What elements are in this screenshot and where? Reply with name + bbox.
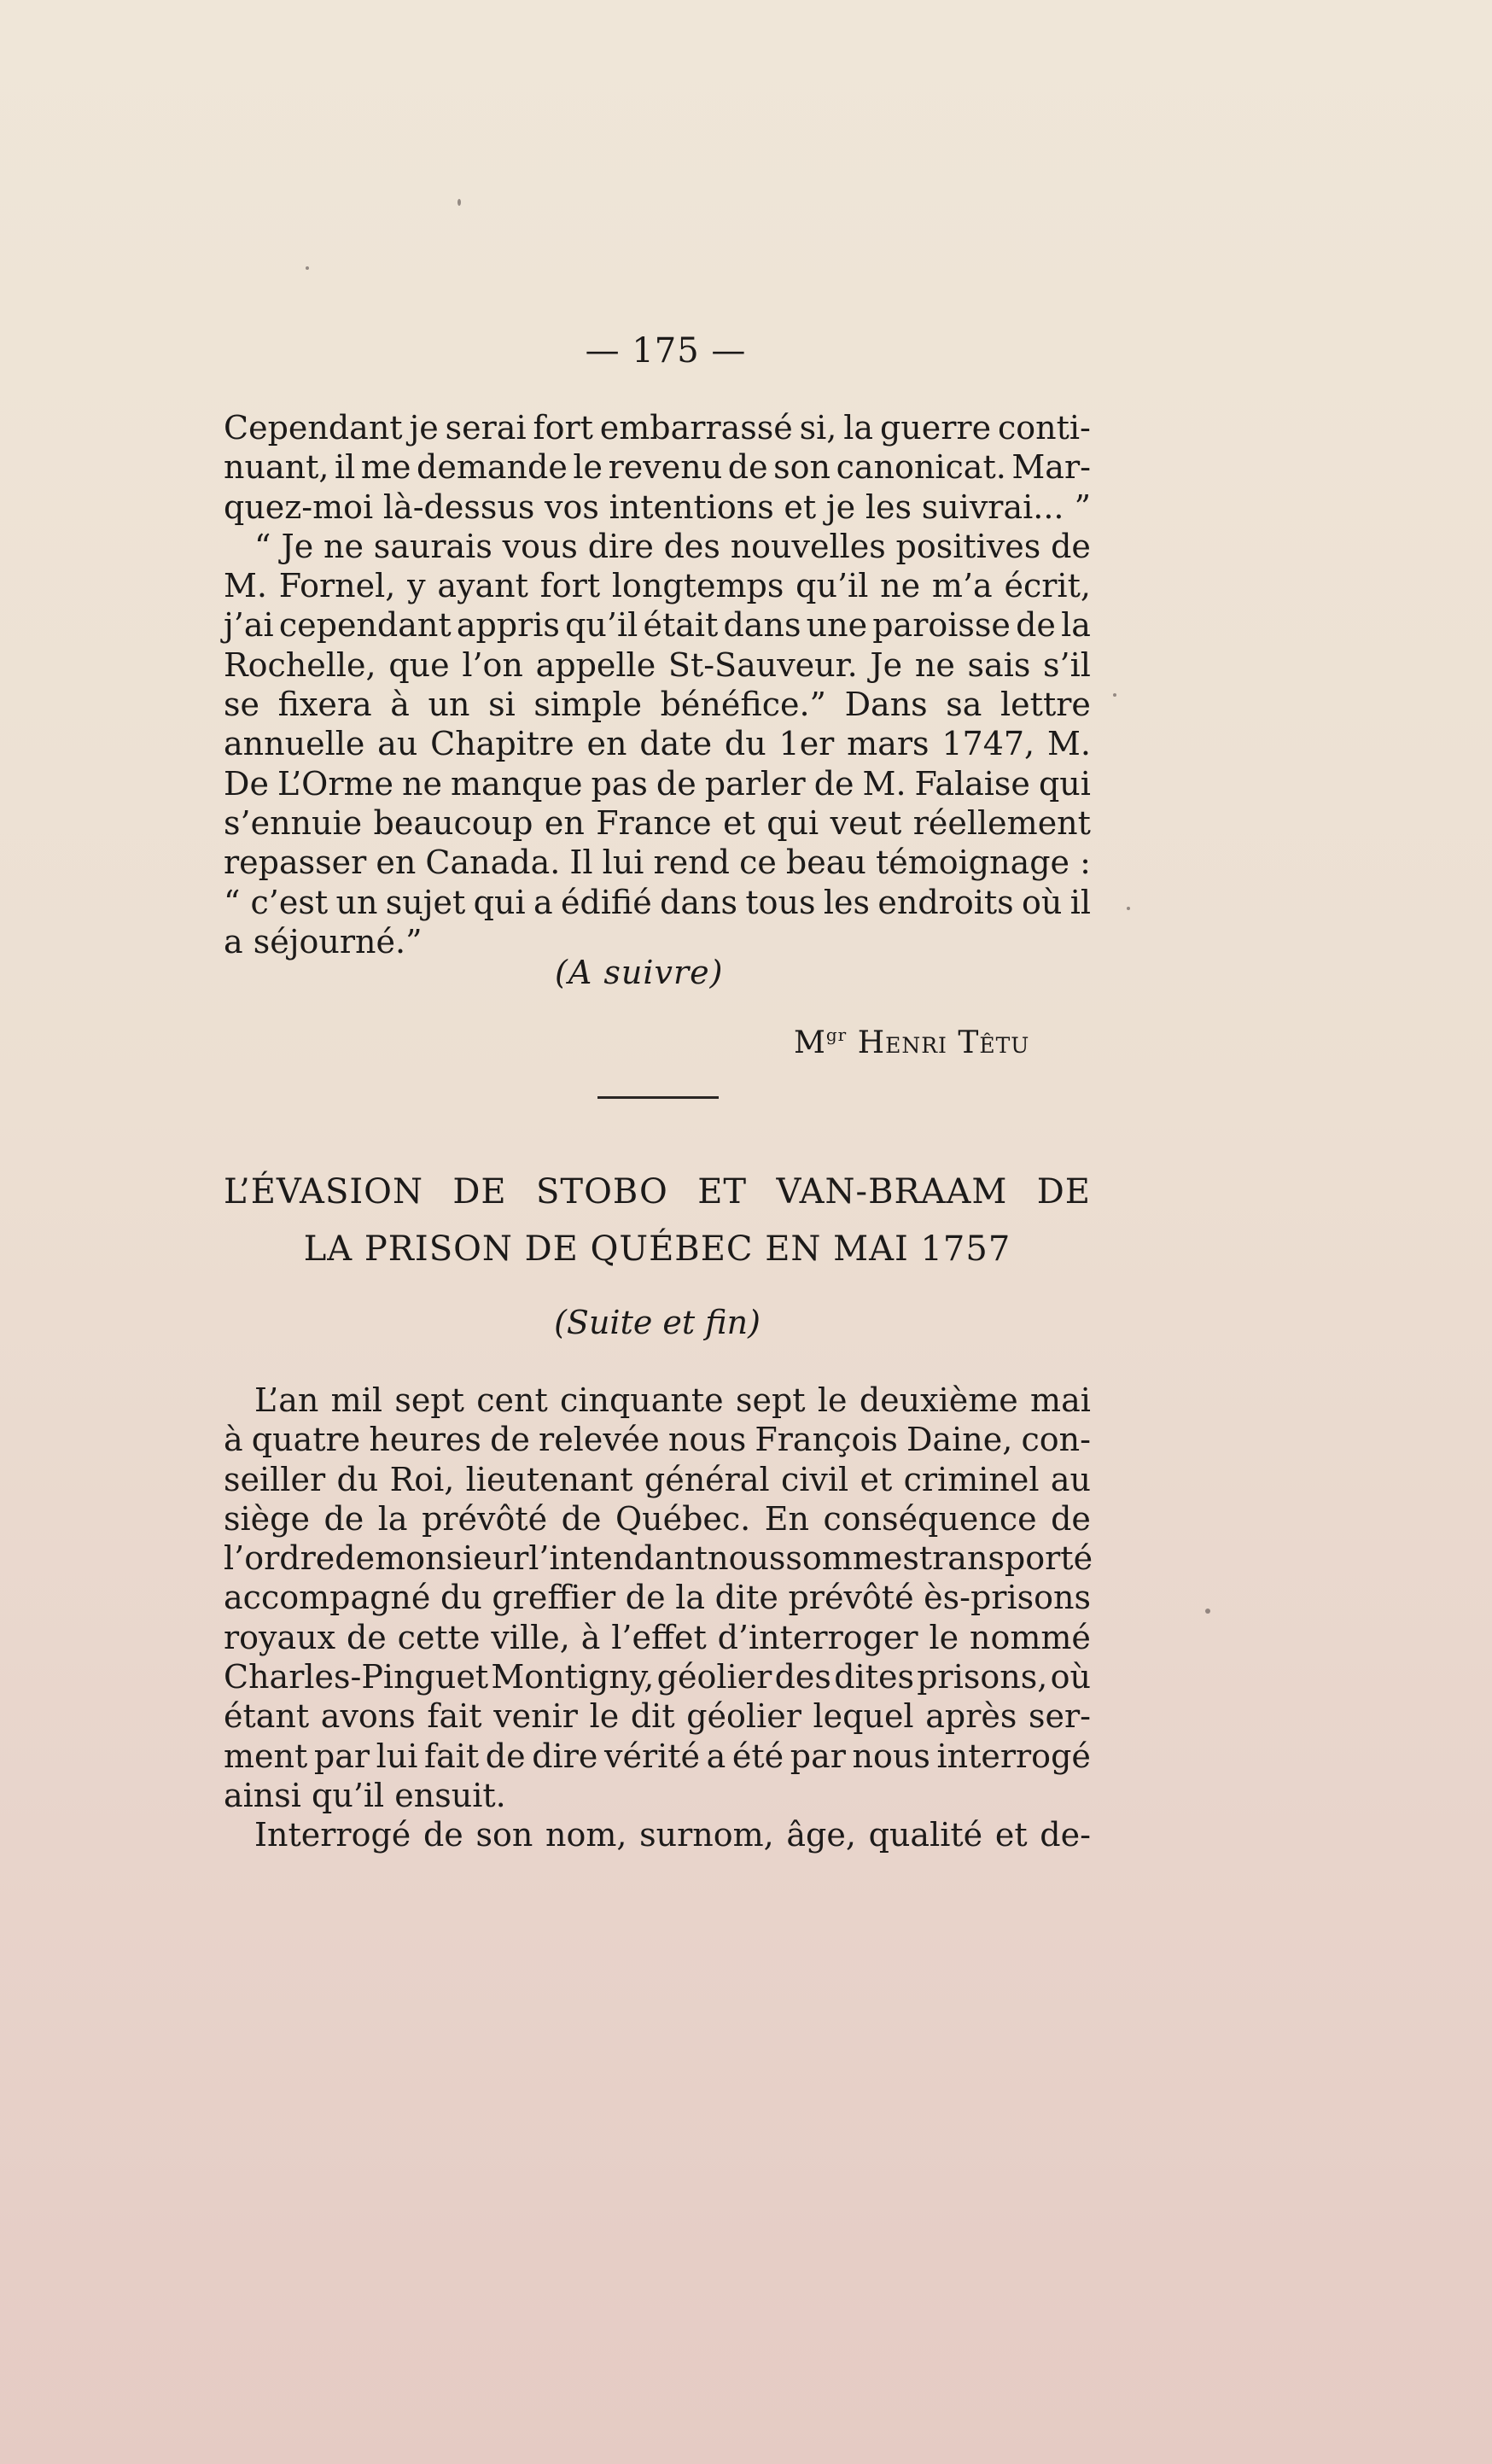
word: sais xyxy=(967,645,1031,684)
word: venir xyxy=(493,1697,578,1736)
article-subtitle: (Suite et fin) xyxy=(554,1304,761,1341)
text-line xyxy=(224,1776,1091,1815)
word: me xyxy=(360,448,411,487)
word: transporté xyxy=(918,1539,1093,1578)
word: et xyxy=(994,1816,1028,1854)
word: qui xyxy=(473,883,526,921)
word: positives xyxy=(895,527,1041,565)
text-line xyxy=(224,764,1091,803)
word: seiller xyxy=(224,1460,326,1498)
word: au xyxy=(377,725,418,763)
text-line xyxy=(224,843,1091,882)
word: un xyxy=(428,686,470,724)
word: ne xyxy=(880,567,921,605)
word: intentions xyxy=(609,488,774,526)
text-line xyxy=(224,1381,1091,1420)
word: a xyxy=(533,883,553,921)
word: civil xyxy=(780,1460,849,1498)
word: saurais xyxy=(373,527,492,565)
text-line xyxy=(224,447,1091,487)
word: l’ordre xyxy=(224,1539,335,1578)
text-line xyxy=(224,605,1091,645)
word: dit xyxy=(630,1697,675,1736)
word: tous xyxy=(745,883,816,921)
word: cent xyxy=(476,1381,548,1419)
word: nous xyxy=(708,1539,786,1578)
paper-speck xyxy=(306,266,309,270)
word: prévôté xyxy=(788,1579,914,1617)
word: surnom, xyxy=(639,1816,774,1854)
word: fait xyxy=(427,1697,482,1736)
word: nouvelles xyxy=(730,527,886,565)
word: ne xyxy=(402,764,442,803)
word: ville, xyxy=(491,1618,570,1656)
word: greffier xyxy=(492,1579,616,1617)
word: s’ennuie xyxy=(224,803,363,842)
word: une xyxy=(806,606,868,645)
word: si xyxy=(488,686,516,724)
word: après xyxy=(925,1697,1017,1736)
word: cependant xyxy=(278,606,452,645)
word: 1747, xyxy=(941,725,1035,763)
word: St-Sauveur. xyxy=(667,645,858,684)
word: qu’il xyxy=(565,606,638,645)
word: embarrassé xyxy=(599,409,793,447)
word: qui xyxy=(766,803,819,842)
word: de xyxy=(561,1499,602,1538)
word: qualité xyxy=(868,1816,983,1854)
section-divider xyxy=(597,1096,719,1099)
text-line xyxy=(224,1460,1091,1499)
word: en xyxy=(376,844,417,882)
text-line xyxy=(224,1539,1091,1578)
word: général xyxy=(644,1460,770,1498)
to-be-continued: (A suivre) xyxy=(555,954,724,991)
word: mil xyxy=(330,1381,382,1419)
word: revenu xyxy=(608,448,723,487)
word: et xyxy=(784,488,817,526)
word: con- xyxy=(1021,1421,1091,1459)
word: la xyxy=(1061,606,1091,645)
word: nuant, xyxy=(224,448,329,487)
word: lui xyxy=(376,1737,418,1775)
text-line xyxy=(224,488,1091,527)
text-line xyxy=(224,1618,1091,1657)
word: “ Je xyxy=(254,527,314,565)
text-line xyxy=(224,1737,1091,1776)
word: au xyxy=(1050,1460,1091,1498)
word: réellement xyxy=(912,803,1091,842)
word: la xyxy=(675,1579,706,1617)
word: ès-prisons xyxy=(924,1579,1091,1617)
word: siège xyxy=(224,1499,310,1538)
word: appris xyxy=(456,606,560,645)
word: nous xyxy=(667,1421,747,1459)
text-line xyxy=(224,1499,1091,1539)
word: conséquence xyxy=(823,1499,1037,1538)
word: lieutenant xyxy=(465,1460,633,1498)
word: ser- xyxy=(1028,1697,1091,1736)
word: rend xyxy=(653,844,730,882)
word: De xyxy=(224,764,269,803)
word: sujet xyxy=(385,883,466,921)
word: Cependant xyxy=(224,409,403,447)
word: de xyxy=(656,764,696,803)
word: le xyxy=(929,1618,959,1656)
word: Je xyxy=(870,645,903,684)
word: été xyxy=(731,1737,784,1775)
word: le xyxy=(817,1381,848,1419)
word: criminel xyxy=(903,1460,1040,1498)
word: Interrogé xyxy=(254,1816,411,1854)
word: de xyxy=(625,1579,666,1617)
word: et xyxy=(723,803,755,842)
word: 1er xyxy=(778,725,835,763)
word: nous xyxy=(852,1737,930,1775)
word: son xyxy=(773,448,831,487)
title-word: DE xyxy=(1036,1172,1091,1212)
word: géolier xyxy=(656,1658,772,1696)
word: de xyxy=(323,1499,364,1538)
text-line xyxy=(224,1578,1091,1617)
word: parler xyxy=(704,764,806,803)
word: géolier xyxy=(686,1697,801,1736)
word: Rochelle, xyxy=(224,645,376,684)
word: étant xyxy=(224,1697,310,1736)
word: annuelle xyxy=(224,725,365,763)
word: l’on xyxy=(462,645,523,684)
word: royaux xyxy=(224,1618,336,1656)
word: Charles-Pinguet xyxy=(224,1658,489,1696)
word: édifié xyxy=(560,883,652,921)
word: ayant xyxy=(437,567,528,605)
word: témoignage : xyxy=(875,844,1091,882)
word: là-dessus xyxy=(382,488,535,526)
word: m’a xyxy=(931,567,993,605)
word: fort xyxy=(539,567,601,605)
word: M. xyxy=(224,567,267,605)
word: de xyxy=(346,1618,387,1656)
word: fort xyxy=(533,409,593,447)
word: repasser xyxy=(224,844,367,882)
word: de xyxy=(423,1816,463,1854)
word: L’an xyxy=(254,1381,319,1419)
word: nom, xyxy=(545,1816,627,1854)
paper-speck xyxy=(1113,693,1116,697)
paragraph-continued-letter xyxy=(224,408,1091,961)
word: appelle xyxy=(535,645,656,684)
word: paroisse xyxy=(872,606,1011,645)
word: de- xyxy=(1040,1816,1091,1854)
word: je xyxy=(409,409,439,447)
title-word: STOBO xyxy=(536,1172,668,1212)
word: l’effet xyxy=(611,1618,707,1656)
paper-speck xyxy=(1205,1609,1210,1614)
word: endroits xyxy=(877,883,1014,921)
word: simple xyxy=(533,686,642,724)
word: bénéfice.” xyxy=(660,686,826,724)
word: ne xyxy=(323,527,364,565)
word: à xyxy=(390,686,410,724)
word: monsieur xyxy=(375,1539,529,1578)
word: mai xyxy=(1030,1381,1091,1419)
text-line xyxy=(224,408,1091,447)
word: Québec. xyxy=(615,1499,751,1538)
word: se xyxy=(224,686,259,724)
word: Chapitre xyxy=(430,725,574,763)
word: beaucoup xyxy=(373,803,533,842)
word: suivrai... ” xyxy=(921,488,1091,526)
word: dire xyxy=(532,1737,598,1775)
word: vérité xyxy=(603,1737,701,1775)
word: guerre xyxy=(879,409,992,447)
word: de xyxy=(1051,527,1091,565)
word: d’interroger xyxy=(717,1618,918,1656)
word: serai xyxy=(445,409,527,447)
word: les xyxy=(865,488,912,526)
word: du xyxy=(724,725,766,763)
word: la xyxy=(377,1499,408,1538)
word: de xyxy=(1016,606,1056,645)
title-word: DE xyxy=(452,1172,507,1212)
word: sept xyxy=(394,1381,464,1419)
text-line xyxy=(224,566,1091,605)
word: et xyxy=(860,1460,893,1498)
word: longtemps xyxy=(611,567,784,605)
word: nommé xyxy=(970,1618,1091,1656)
word: du xyxy=(440,1579,482,1617)
signature-name: Henri Têtu xyxy=(857,1025,1030,1060)
word: Il xyxy=(569,844,593,882)
text-line xyxy=(224,1815,1091,1854)
word: dites xyxy=(834,1658,914,1696)
word: y xyxy=(407,567,426,605)
word: par xyxy=(790,1737,846,1775)
word: où xyxy=(1050,1658,1091,1696)
word: sept xyxy=(735,1381,806,1419)
word: prévôté xyxy=(422,1499,548,1538)
word: heures xyxy=(369,1421,481,1459)
word: de xyxy=(490,1421,530,1459)
page-number: — 175 — xyxy=(585,331,747,371)
word: France xyxy=(596,803,712,842)
word: dire xyxy=(587,527,654,565)
word: dans xyxy=(723,606,801,645)
word: quatre xyxy=(251,1421,361,1459)
word: demande xyxy=(417,448,568,487)
word: fixera xyxy=(277,686,372,724)
text-line xyxy=(224,527,1091,566)
word: vous xyxy=(502,527,578,565)
paragraph-interrogation xyxy=(224,1381,1091,1855)
text-line xyxy=(224,724,1091,763)
word: veut xyxy=(830,803,902,842)
word: Fornel, xyxy=(278,567,396,605)
word: Dans xyxy=(844,686,928,724)
word: ment xyxy=(224,1737,308,1775)
article-title-line-1 xyxy=(224,1172,1091,1212)
word: j’ai xyxy=(224,606,274,645)
word: si, xyxy=(799,409,837,447)
word: qui xyxy=(1038,764,1091,803)
word: beau xyxy=(785,844,866,882)
word: de xyxy=(335,1539,376,1578)
word: l’intendant xyxy=(528,1539,708,1578)
word: il xyxy=(1069,883,1091,921)
word: ne xyxy=(914,645,955,684)
word: date xyxy=(639,725,713,763)
word: des xyxy=(774,1658,831,1696)
word: de xyxy=(813,764,854,803)
word: sa xyxy=(946,686,982,724)
word: de xyxy=(485,1737,526,1775)
word: le xyxy=(589,1697,620,1736)
text-line xyxy=(224,1420,1091,1459)
word: était xyxy=(643,606,719,645)
word: lettre xyxy=(1000,686,1091,724)
word: s’il xyxy=(1043,645,1091,684)
word: en xyxy=(544,803,585,842)
word: par xyxy=(313,1737,370,1775)
word: où xyxy=(1021,883,1063,921)
word: avons xyxy=(320,1697,416,1736)
word: dite xyxy=(714,1579,778,1617)
word: à xyxy=(224,1421,243,1459)
word: L’Orme xyxy=(277,764,394,803)
word: Canada. xyxy=(425,844,561,882)
article-title-line-2: LA PRISON DE QUÉBEC EN MAI 1757 xyxy=(303,1229,1011,1269)
word: lequel xyxy=(813,1697,914,1736)
word: Falaise xyxy=(914,764,1030,803)
word: Daine, xyxy=(906,1421,1013,1459)
word: “ c’est xyxy=(224,883,329,921)
word: des xyxy=(663,527,720,565)
word: M. xyxy=(1046,725,1091,763)
word: interrogé xyxy=(936,1737,1091,1775)
word: que xyxy=(388,645,450,684)
word: de xyxy=(727,448,768,487)
word: qu’il xyxy=(796,567,869,605)
word: manque xyxy=(450,764,583,803)
word: prisons, xyxy=(917,1658,1048,1696)
word: pas xyxy=(591,764,648,803)
word: son xyxy=(475,1816,533,1854)
title-word: L’ÉVASION xyxy=(224,1172,423,1212)
word: sommes xyxy=(785,1539,919,1578)
text-line xyxy=(224,803,1091,843)
text-line xyxy=(224,883,1091,922)
word: je xyxy=(825,488,856,526)
word: âge, xyxy=(786,1816,856,1854)
signature-prefix: M xyxy=(794,1025,826,1060)
word: écrit, xyxy=(1004,567,1091,605)
word: le xyxy=(573,448,603,487)
word: relevée xyxy=(539,1421,660,1459)
word: de xyxy=(1051,1499,1091,1538)
word: lui xyxy=(602,844,644,882)
word: un xyxy=(335,883,378,921)
word: cinquante xyxy=(560,1381,724,1419)
word: accompagné xyxy=(224,1579,431,1617)
word: a séjourné.” xyxy=(224,922,423,960)
word: En xyxy=(764,1499,809,1538)
title-word: VAN-BRAAM xyxy=(776,1172,1008,1212)
word: deuxième xyxy=(859,1381,1018,1419)
signature-prefix-superscript: gr xyxy=(825,1025,848,1045)
paper-speck xyxy=(1127,907,1130,910)
word: en xyxy=(586,725,627,763)
text-line xyxy=(224,685,1091,724)
word: quez-moi xyxy=(224,488,374,526)
text-line xyxy=(224,1696,1091,1736)
word: fait xyxy=(424,1737,480,1775)
word: il xyxy=(335,448,356,487)
word: Montigny, xyxy=(491,1658,655,1696)
word: Roi, xyxy=(389,1460,455,1498)
word: à xyxy=(580,1618,601,1656)
title-word: ET xyxy=(697,1172,748,1212)
word: la xyxy=(843,409,874,447)
word: François xyxy=(755,1421,898,1459)
word: dans xyxy=(660,883,738,921)
word: mars xyxy=(847,725,930,763)
text-line xyxy=(224,1657,1091,1696)
word: ce xyxy=(739,844,777,882)
word: M. xyxy=(862,764,906,803)
text-line xyxy=(224,645,1091,685)
word: cette xyxy=(397,1618,481,1656)
word: conti- xyxy=(997,409,1091,447)
paper-speck xyxy=(458,199,461,206)
word: du xyxy=(336,1460,379,1498)
word: a xyxy=(706,1737,726,1775)
word: Mar- xyxy=(1011,448,1091,487)
word: vos xyxy=(545,488,599,526)
word: ainsi qu’il ensuit. xyxy=(224,1776,506,1814)
word: les xyxy=(823,883,871,921)
word: canonicat. xyxy=(836,448,1006,487)
author-signature xyxy=(794,1025,1029,1060)
